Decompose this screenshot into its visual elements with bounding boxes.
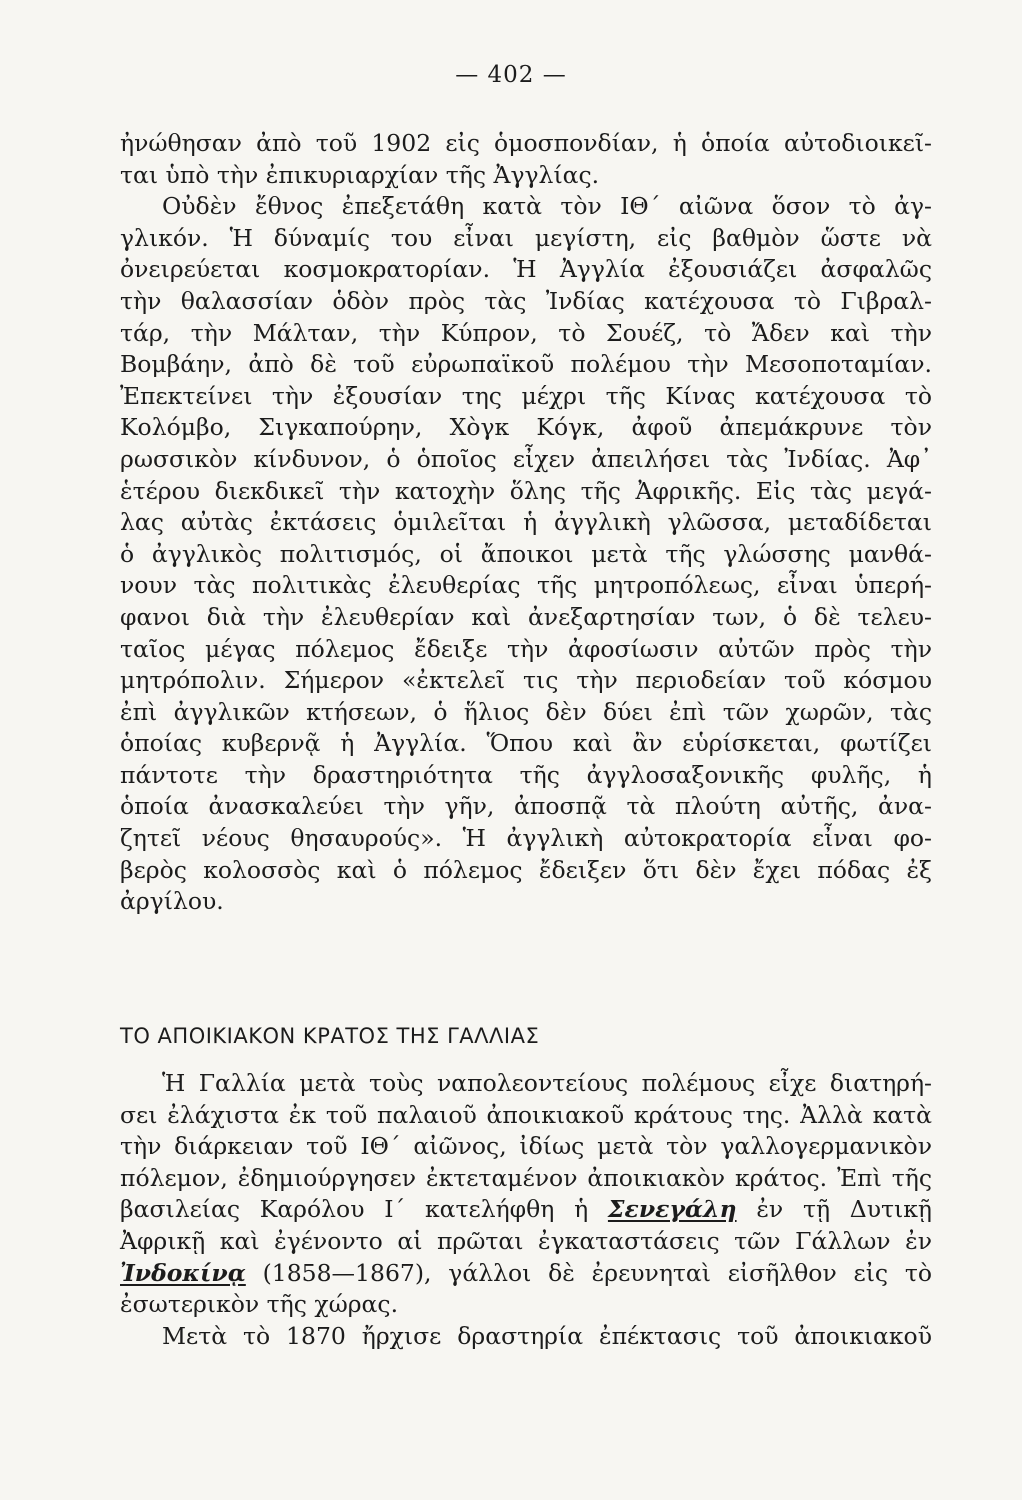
text-line: Βομβάην, ἀπὸ δὲ τοῦ εὐρωπαϊκοῦ πολέμου τὴν Μεσοποταμίαν.: [120, 350, 932, 379]
text-line: Κολόμβο, Σιγκαπούρην, Χὸγκ Κόγκ, ἀφοῦ ἀπεμάκρυνε τὸν: [120, 413, 932, 442]
paragraph-british-empire: [120, 128, 932, 918]
text-line: βερὸς κολοσσὸς καὶ ὁ πόλεμος ἔδειξεν ὅτι δὲν ἔχει πόδας ἐξ: [120, 855, 932, 884]
text-line: μητρόπολιν. Σήμερον «ἐκτελεῖ τις τὴν περιοδείαν τοῦ κόσμου: [120, 666, 932, 695]
text-line: [120, 1194, 932, 1226]
text-segment: ἐν τῇ Δυτικῇ: [736, 1195, 932, 1224]
text-segment: βασιλείας Καρόλου Ι΄ κατελήφθη ἡ: [120, 1195, 608, 1224]
text-line: ἐσωτερικὸν τῆς χώρας.: [120, 1290, 399, 1319]
text-line: τὴν θαλασσίαν ὁδὸν πρὸς τὰς Ἰνδίας κατέχουσα τὸ Γιβραλ-: [120, 286, 932, 315]
page-number: — 402 —: [455, 62, 567, 88]
text-line: ἑτέρου διεκδικεῖ τὴν κατοχὴν ὅλης τῆς Ἀφρικῆς. Εἰς τὰς μεγά-: [120, 476, 932, 505]
text-line: [120, 1258, 932, 1290]
text-line: πόλεμον, ἐδημιούργησεν ἐκτεταμένον ἀποικιακὸν κράτος. Ἐπὶ τῆς: [120, 1163, 932, 1192]
text-line: Ἀφρικῇ καὶ ἐγένοντο αἱ πρῶται ἐγκαταστάσεις τῶν Γάλλων ἐν: [120, 1226, 932, 1255]
text-line: ὁποίας κυβερνᾷ ἡ Ἀγγλία. Ὅπου καὶ ἂν εὑρίσκεται, φωτίζει: [120, 729, 932, 758]
text-line: γλικόν. Ἡ δύναμίς του εἶναι μεγίστη, εἰς βαθμὸν ὥστε νὰ: [120, 223, 932, 252]
text-line: Μετὰ τὸ 1870 ἤρχισε δραστηρία ἐπέκτασις τοῦ ἀποικιακοῦ: [162, 1321, 932, 1350]
text-segment: (1858—1867), γάλλοι δὲ ἐρευνηταὶ εἰσῆλθον εἰς τὸ: [245, 1258, 932, 1287]
text-line: Ἐπεκτείνει τὴν ἐξουσίαν της μέχρι τῆς Κίνας κατέχουσα τὸ: [120, 381, 932, 410]
emphasized-place-indochina: Ἰνδοκίνᾳ: [120, 1258, 246, 1287]
text-line: ὁποία ἀνασκαλεύει τὴν γῆν, ἀποσπᾷ τὰ πλούτη αὐτῆς, ἀνα-: [120, 792, 932, 821]
emphasized-place-senegal: Σενεγάλη: [607, 1195, 737, 1224]
paragraph-french-empire: [120, 1068, 932, 1352]
text-line: ἠνώθησαν ἀπὸ τοῦ 1902 εἰς ὁμοσπονδίαν, ἡ ὁποία αὐτοδιοικεῖ-: [120, 129, 932, 157]
text-line: ζητεῖ νέους θησαυρούς». Ἡ ἀγγλικὴ αὐτοκρατορία εἶναι φο-: [120, 824, 932, 853]
text-line: Οὐδὲν ἔθνος ἐπεξετάθη κατὰ τὸν ΙΘ΄ αἰῶνα ὅσον τὸ ἀγ-: [162, 192, 932, 221]
text-line: ἐπὶ ἀγγλικῶν κτήσεων, ὁ ἥλιος δὲν δύει ἐπὶ τῶν χωρῶν, τὰς: [120, 697, 932, 726]
section-heading: ΤΟ ΑΠΟΙΚΙΑΚΟΝ ΚΡΑΤΟΣ ΤΗΣ ΓΑΛΛΙΑΣ: [120, 1024, 540, 1048]
text-line: ταῖος μέγας πόλεμος ἔδειξε τὴν ἀφοσίωσιν αὐτῶν πρὸς τὴν: [120, 634, 932, 663]
text-line: ἀργίλου.: [120, 887, 224, 916]
text-line: τὴν διάρκειαν τοῦ ΙΘ΄ αἰῶνος, ἰδίως μετὰ τὸν γαλλογερμανικὸν: [120, 1132, 932, 1161]
text-line: τάρ, τὴν Μάλταν, τὴν Κύπρον, τὸ Σουέζ, τὸ Ἄδεν καὶ τὴν: [120, 318, 932, 347]
text-line: ὀνειρεύεται κοσμοκρατορίαν. Ἡ Ἀγγλία ἐξουσιάζει ἀσφαλῶς: [120, 255, 932, 284]
text-line: ρωσσικὸν κίνδυνον, ὁ ὁποῖος εἶχεν ἀπειλήσει τὰς Ἰνδίας. Ἀφ᾽: [120, 444, 932, 473]
text-line: ὁ ἀγγλικὸς πολιτισμός, οἱ ἄποικοι μετὰ τῆς γλώσσης μανθά-: [120, 539, 932, 568]
text-line: ται ὑπὸ τὴν ἐπικυριαρχίαν τῆς Ἀγγλίας.: [120, 160, 600, 189]
text-line: λας αὐτὰς ἐκτάσεις ὁμιλεῖται ἡ ἀγγλικὴ γλῶσσα, μεταδίδεται: [120, 508, 932, 537]
text-line: Ἡ Γαλλία μετὰ τοὺς ναπολεοντείους πολέμους εἶχε διατηρή-: [162, 1069, 932, 1097]
text-line: σει ἐλάχιστα ἐκ τοῦ παλαιοῦ ἀποικιακοῦ κράτους της. Ἀλλὰ κατὰ: [120, 1100, 932, 1129]
text-line: πάντοτε τὴν δραστηριότητα τῆς ἀγγλοσαξονικῆς φυλῆς, ἡ: [120, 760, 932, 789]
text-line: νουν τὰς πολιτικὰς ἐλευθερίας τῆς μητροπόλεως, εἶναι ὑπερή-: [120, 571, 932, 600]
text-line: φανοι διὰ τὴν ἐλευθερίαν καὶ ἀνεξαρτησίαν των, ὁ δὲ τελευ-: [120, 602, 932, 631]
